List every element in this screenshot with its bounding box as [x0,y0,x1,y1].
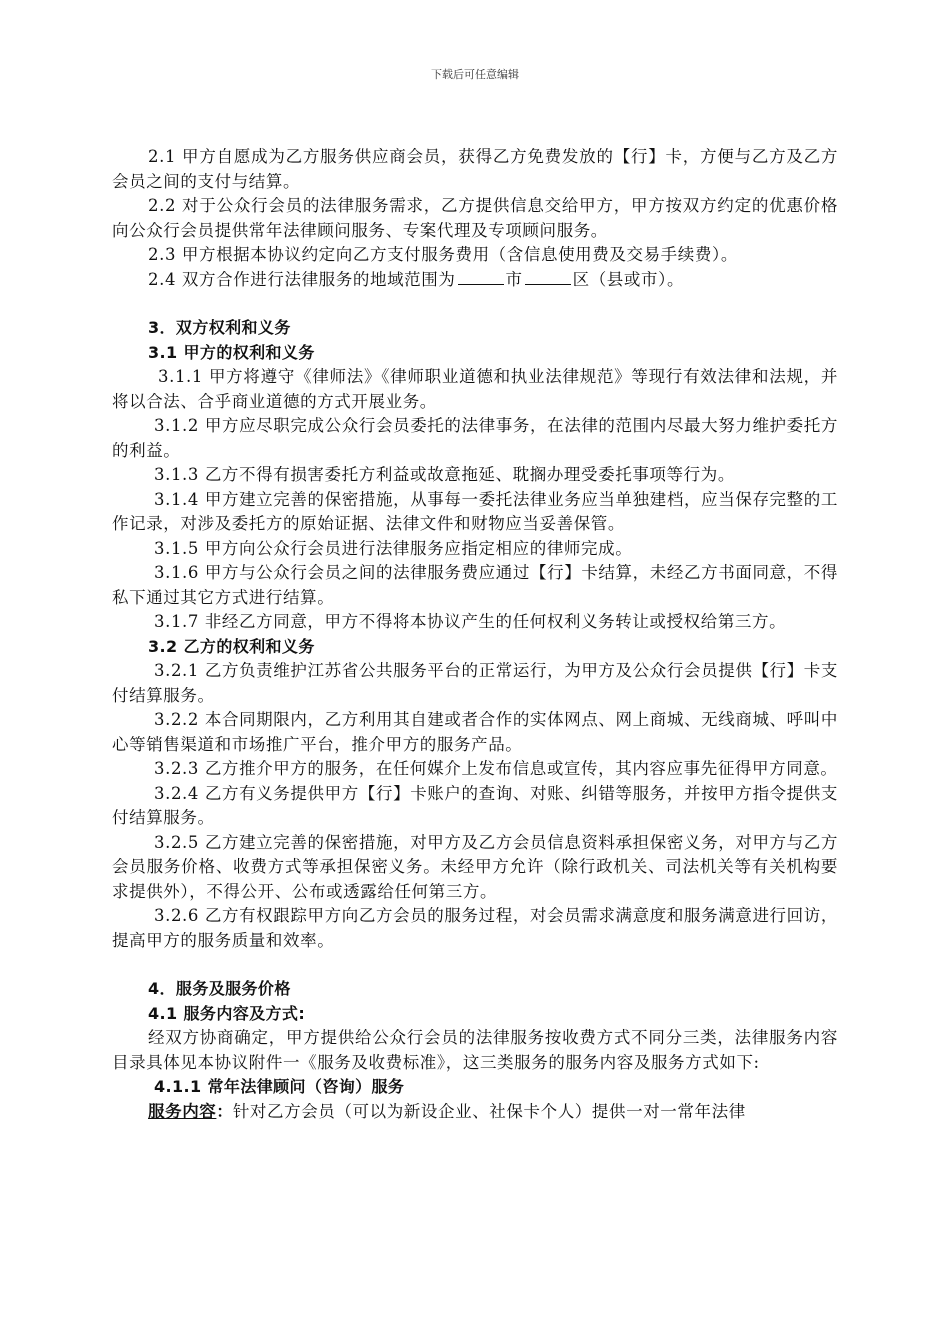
clause-2-2: 2.2 对于公众行会员的法律服务需求，乙方提供信息交给甲方，甲方按双方约定的优惠价格向公众行会员提供常年法律顾问服务、专案代理及专项顾问服务。 [112,196,838,240]
clause-3-1-5: 3.1.5 甲方向公众行会员进行法律服务应指定相应的律师完成。 [154,538,633,558]
clause-2-3: 2.3 甲方根据本协议约定向乙方支付服务费用（含信息使用费及交易手续费）。 [148,245,738,264]
clause-2-4-text-b: 市 [505,269,523,289]
section-4-1-heading: 4.1 服务内容及方式: [148,1003,306,1023]
clause-3-1-7: 3.1.7 非经乙方同意，甲方不得将本协议产生的任何权利义务转让或授权给第三方。 [154,612,787,631]
clause-3-2-1: 3.2.1 乙方负责维护江苏省公共服务平台的正常运行，为甲方及公众行会员提供【行】卡支付结算服务。 [112,661,838,705]
section-3-1-heading: 3.1 甲方的权利和义务 [148,342,315,362]
clause-3-1-1: 3.1.1 甲方将遵守《律师法》《律师职业道德和执业法律规范》等现行有效法律和法规，并将以合法、合乎商业道德的方式开展业务。 [112,367,838,411]
clause-3-2-4: 3.2.4 乙方有义务提供甲方【行】卡账户的查询、对账、纠错等服务，并按甲方指令提供支付结算服务。 [112,783,838,827]
service-content-label: 服务内容 [148,1101,217,1121]
city-blank [458,270,504,285]
clause-2-4-text-a: 2.4 双方合作进行法律服务的地域范围为 [148,269,456,289]
district-blank [525,270,571,285]
section-3-heading: 3．双方权利和义务 [148,318,291,337]
clause-3-2-5: 3.2.5 乙方建立完善的保密措施，对甲方及乙方会员信息资料承担保密义务，对甲方与乙方会员服务价格、收费方式等承担保密义务。未经甲方允许（除行政机关、司法机关等有关机构要求提供外），不得公开、公布或透露给任何第三方。 [112,832,838,901]
clause-3-1-2: 3.1.2 甲方应尽职完成公众行会员委托的法律事务，在法律的范围内尽最大努力维护委托方的利益。 [112,416,838,460]
service-content-text: 针对乙方会员（可以为新设企业、社保卡个人）提供一对一常年法律 [232,1101,746,1121]
page-header: 下载后可任意编辑 [431,68,519,81]
clause-2-4-text-c: 区（县或市）。 [572,269,685,289]
clause-3-2-2: 3.2.2 本合同期限内，乙方利用其自建或者合作的实体网点、网上商城、无线商城、呼叫中心等销售渠道和市场推广平台，推介甲方的服务产品。 [112,710,838,754]
clause-3-1-3: 3.1.3 乙方不得有损害委托方利益或故意拖延、耽搁办理受委托事项等行为。 [154,465,735,484]
clause-3-2-6: 3.2.6 乙方有权跟踪甲方向乙方会员的服务过程，对会员需求满意度和服务满意进行回访，提高甲方的服务质量和效率。 [112,906,838,950]
service-content-paragraph [112,1100,838,1125]
service-content-colon: ： [216,1101,233,1121]
section-4-1-intro: 经双方协商确定，甲方提供给公众行会员的法律服务按收费方式不同分三类，法律服务内容目录具体见本协议附件一《服务及收费标准》，这三类服务的服务内容及服务方式如下: [112,1028,838,1072]
clause-3-1-4: 3.1.4 甲方建立完善的保密措施，从事每一委托法律业务应当单独建档，应当保存完整的工作记录，对涉及委托方的原始证据、法律文件和财物应当妥善保管。 [112,489,838,533]
clause-2-4 [112,268,838,293]
clause-3-1-6: 3.1.6 甲方与公众行会员之间的法律服务费应通过【行】卡结算，未经乙方书面同意，不得私下通过其它方式进行结算。 [112,563,838,607]
document-body [112,145,838,1124]
clause-3-2-3: 3.2.3 乙方推介甲方的服务，在任何媒介上发布信息或宣传，其内容应事先征得甲方同意。 [154,759,838,778]
section-4-1-1-heading: 4.1.1 常年法律顾问（咨询）服务 [154,1077,405,1096]
clause-2-1: 2.1 甲方自愿成为乙方服务供应商会员，获得乙方免费发放的【行】卡，方便与乙方及乙方会员之间的支付与结算。 [112,147,838,191]
section-4-heading: 4．服务及服务价格 [148,979,291,998]
section-3-2-heading: 3.2 乙方的权利和义务 [148,636,315,656]
